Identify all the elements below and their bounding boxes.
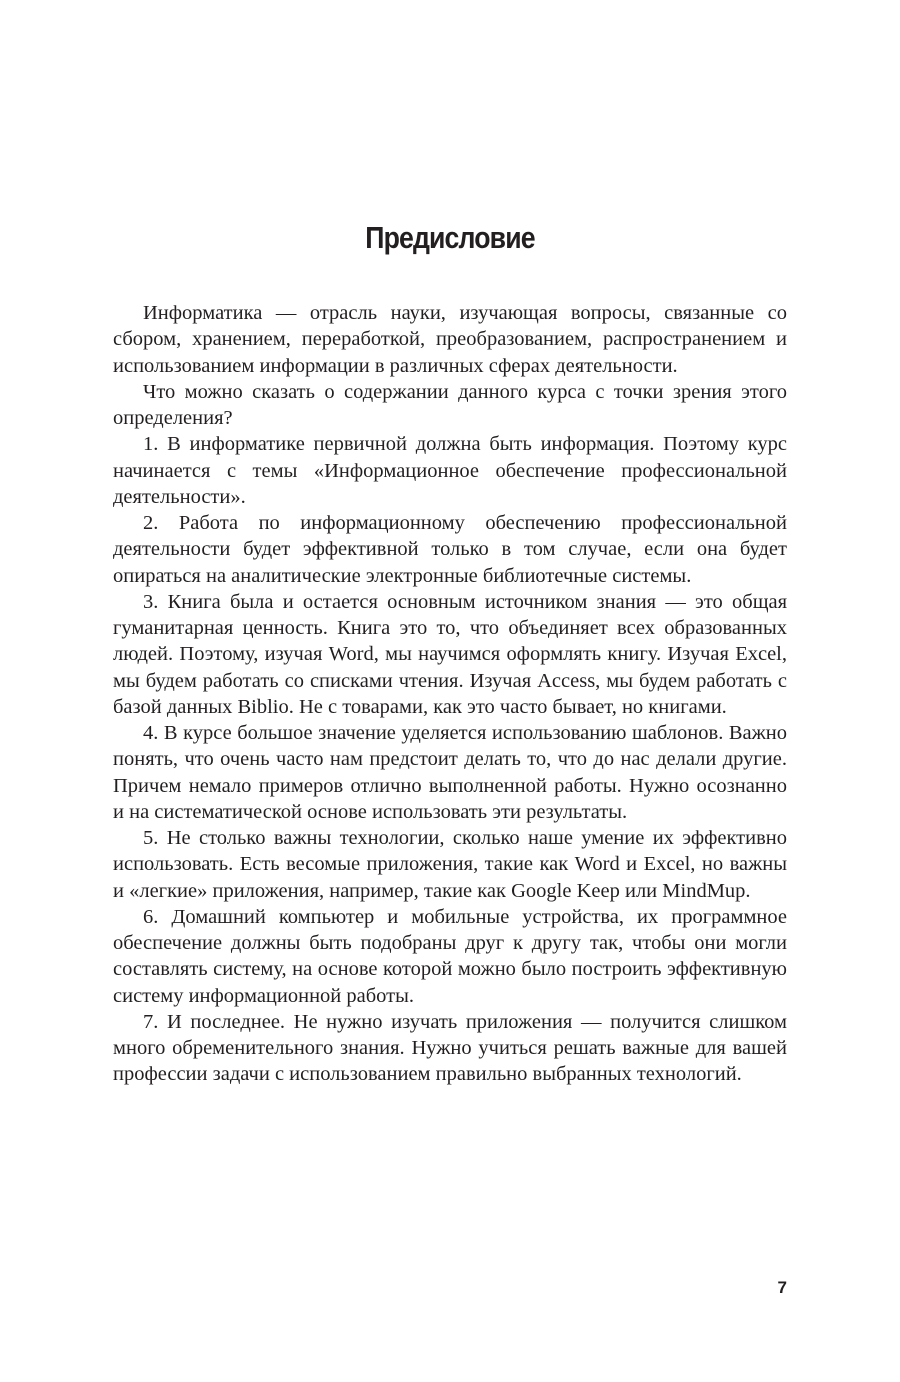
list-item-5 xyxy=(113,825,787,904)
paragraph-text: Что можно сказать о содержании данного курса с точки зрения этого определения? xyxy=(113,380,787,429)
paragraph-intro xyxy=(113,300,787,379)
page-title: Предисловие xyxy=(365,220,535,255)
list-item-number: 3. xyxy=(143,590,159,613)
list-item-1 xyxy=(113,431,787,510)
list-item-number: 2. xyxy=(143,512,159,534)
paragraph-text: Книга была и остается основным источником знания — это общая гуманитарная ценность. Книга это то, что объединяет всех образованных людей. Поэтому, изучая Word, мы научимся оформлять книгу. Изучая Excel, мы будем работать со списками чтения. Изучая Access, мы будем работать с базой данных Biblio. Не с товарами, как это часто бывает, но книгами. xyxy=(113,590,788,718)
list-item-6 xyxy=(113,904,787,1009)
list-item-number: 6. xyxy=(143,905,159,928)
paragraph-text: И последнее. Не нужно изучать приложения — получится слишком много обременительного знания. Нужно учиться решать важные для вашей профессии задачи с использованием правильно выбранных технологий. xyxy=(113,1010,787,1086)
list-item-number: 1. xyxy=(143,433,159,456)
paragraph-text: Работа по информационному обеспечению профессиональной деятельности будет эффективной только в том случае, если она будет опираться на аналитические электронные библиотечные системы. xyxy=(113,512,787,587)
paragraph-question xyxy=(113,379,787,432)
list-item-number: 4. xyxy=(143,722,159,744)
paragraph-text: В информатике первичной должна быть информация. Поэтому курс начинается с темы «Информационное обеспечение профессиональной деятельности». xyxy=(113,433,788,508)
list-item-3 xyxy=(113,589,787,720)
paragraph-text: Домашний компьютер и мобильные устройства, их программное обеспечение должны быть подобраны друг к другу так, чтобы они могли составлять систему, на основе которой можно было построить эффективную систему информационной работы. xyxy=(113,905,787,1007)
list-item-7 xyxy=(113,1009,787,1088)
list-item-4 xyxy=(113,720,787,825)
list-item-number: 5. xyxy=(143,827,159,849)
list-item-2 xyxy=(113,510,787,589)
paragraph-text: В курсе большое значение уделяется использованию шаблонов. Важно понять, что очень часто нам предстоит делать то, что до нас делали другие. Причем немало примеров отлично выполненной работы. Нужно осознанно и на систематической основе использовать эти результаты. xyxy=(113,722,787,823)
list-item-number: 7. xyxy=(143,1010,159,1033)
preface-body xyxy=(113,300,787,1088)
paragraph-text: Не столько важны технологии, сколько наше умение их эффективно использовать. Есть весомые приложения, такие как Word и Excel, но важны и «легкие» приложения, например, такие как Google Keep или MindMup. xyxy=(113,827,787,902)
paragraph-text: Информатика — отрасль науки, изучающая вопросы, связанные со сбором, хранением, переработкой, преобразованием, распространением и использованием информации в различных сферах деятельности. xyxy=(113,302,787,377)
page-number: 7 xyxy=(777,1278,787,1297)
